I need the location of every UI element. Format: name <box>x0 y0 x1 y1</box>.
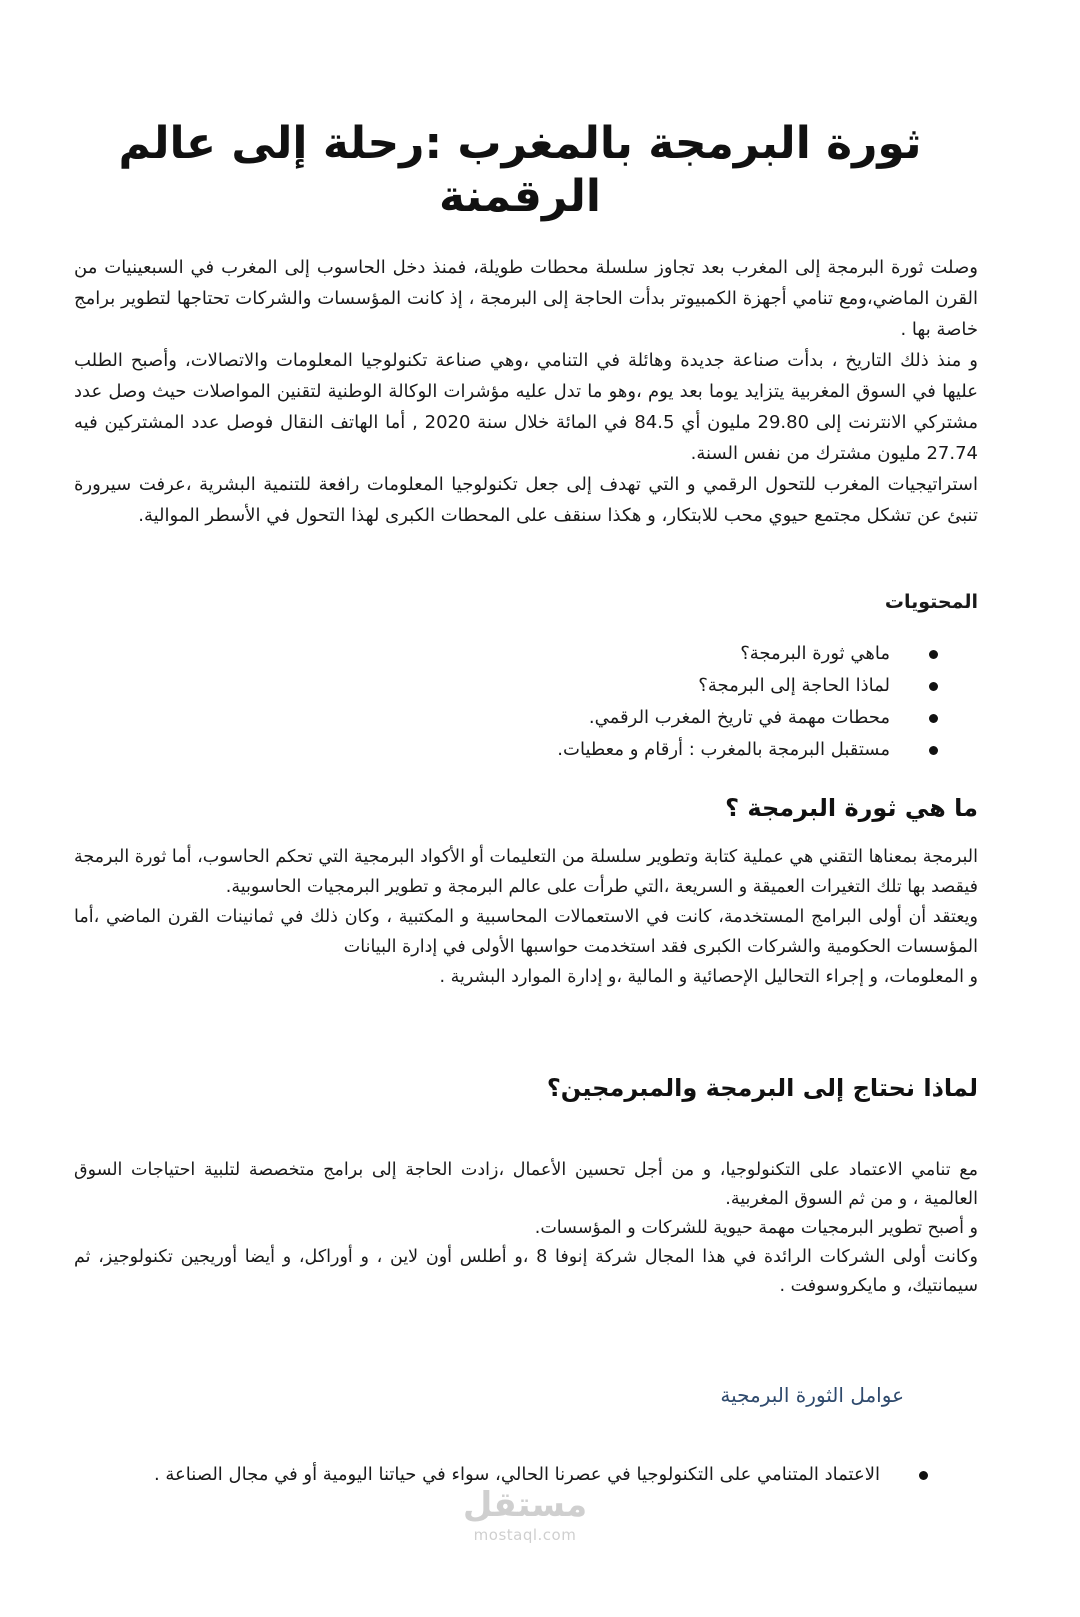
toc-heading: المحتويات <box>884 591 978 613</box>
what-section-body <box>74 842 978 992</box>
toc-item <box>74 670 944 702</box>
mostaql-logo-icon <box>462 1482 588 1526</box>
watermark-url: mostaql.com <box>473 1526 577 1544</box>
bullet-icon <box>929 746 938 755</box>
what-paragraph-2: ويعتقد أن أولى البرامج المستخدمة، كانت في الاستعمالات المحاسبية و المكتبية ، وكان ذلك في ثمانينات القرن الماضي ،أما المؤسسات الحكومية والشركات الكبرى فقد استخدمت حواسبها الأولى في إدارة البيانات <box>74 907 978 957</box>
toc-item-label: مستقبل البرمجة بالمغرب : أرقام و معطيات. <box>557 739 890 760</box>
factor-item-label: الاعتماد المتنامي على التكنولوجيا في عصرنا الحالي، سواء في حياتنا اليومية أو في مجال الصناعة . <box>153 1464 880 1485</box>
intro-section <box>74 252 978 531</box>
bullet-icon <box>919 1471 928 1480</box>
why-paragraph-3: وكانت أولى الشركات الرائدة في هذا المجال شركة إنوفا 8 ،و أطلس أون لاين ، و أوراكل، و أيضا أوريجين تكنولوجيز، ثم سيمانتيك، و مايكروسوفت . <box>74 1247 978 1296</box>
why-section-body <box>74 1156 978 1301</box>
section-heading-what: ما هي ثورة البرمجة ؟ <box>725 794 978 822</box>
what-paragraph-1: البرمجة بمعناها التقني هي عملية كتابة وتطوير سلسلة من التعليمات أو الأكواد البرمجية التي تحكم الحاسوب، أما ثورة البرمجة فيقصد بها تلك التغيرات العميقة و السريعة ،التي طرأت على عالم البرمجة و تطوير البرمجيات الحاسوبية. <box>74 847 978 897</box>
watermark-logo-text: مستقل <box>462 1485 588 1525</box>
toc-item-label: لماذا الحاجة إلى البرمجة؟ <box>698 675 890 696</box>
factors-heading: عوامل الثورة البرمجية <box>720 1383 904 1407</box>
toc-item-label: محطات مهمة في تاريخ المغرب الرقمي. <box>588 707 890 728</box>
toc-item <box>74 702 944 734</box>
what-paragraph-3: و المعلومات، و إجراء التحاليل الإحصائية و المالية ،و إدارة الموارد البشرية . <box>439 967 978 987</box>
why-paragraph-2: و أصبح تطوير البرمجيات مهمة حيوية للشركات و المؤسسات. <box>534 1218 978 1238</box>
toc-item <box>74 734 944 766</box>
mostaql-watermark <box>455 1482 595 1572</box>
why-paragraph-1: مع تنامي الاعتماد على التكنولوجيا، و من أجل تحسين الأعمال ،زادت الحاجة إلى برامج متخصصة لتلبية احتياجات السوق العالمية ، و من ثم السوق المغربية. <box>74 1160 978 1209</box>
bullet-icon <box>929 682 938 691</box>
page-title: ثورة البرمجة بالمغرب :رحلة إلى عالم الرقمنة <box>118 118 922 222</box>
toc-item <box>74 638 944 670</box>
intro-paragraph-2: و منذ ذلك التاريخ ، بدأت صناعة جديدة وهائلة في التنامي ،وهي صناعة تكنولوجيا المعلومات والاتصالات، وأصبح الطلب عليها في السوق المغربية يتزايد يوما بعد يوم ،وهو ما تدل عليه مؤشرات الوكالة الوطنية لتقنين المواصلات حيث وصل عدد مشتركي الانترنت إلى 29.80 مليون أي 84.5 في المائة خلال سنة 2020 , أما الهاتف النقال فوصل عدد المشتركين فيه 27.74 مليون مشترك من نفس السنة. <box>74 350 978 464</box>
intro-paragraph-3: استراتيجيات المغرب للتحول الرقمي و التي تهدف إلى جعل تكنولوجيا المعلومات رافعة للتنمية البشرية ،عرفت سيرورة تنبئ عن تشكل مجتمع حيوي محب للابتكار، و هكذا سنقف على المحطات الكبرى لهذا التحول في الأسطر الموالية. <box>74 474 978 526</box>
bullet-icon <box>929 714 938 723</box>
toc-list <box>74 638 944 766</box>
bullet-icon <box>929 650 938 659</box>
intro-paragraph-1: وصلت ثورة البرمجة إلى المغرب بعد تجاوز سلسلة محطات طويلة، فمنذ دخل الحاسوب إلى المغرب في السبعينيات من القرن الماضي،ومع تنامي أجهزة الكمبيوتر بدأت الحاجة إلى البرمجة ، إذ كانت المؤسسات والشركات تحتاجها لتطوير برامج خاصة بها . <box>74 257 978 340</box>
section-heading-why: لماذا نحتاج إلى البرمجة والمبرمجين؟ <box>546 1074 978 1102</box>
toc-item-label: ماهي ثورة البرمجة؟ <box>740 643 890 664</box>
